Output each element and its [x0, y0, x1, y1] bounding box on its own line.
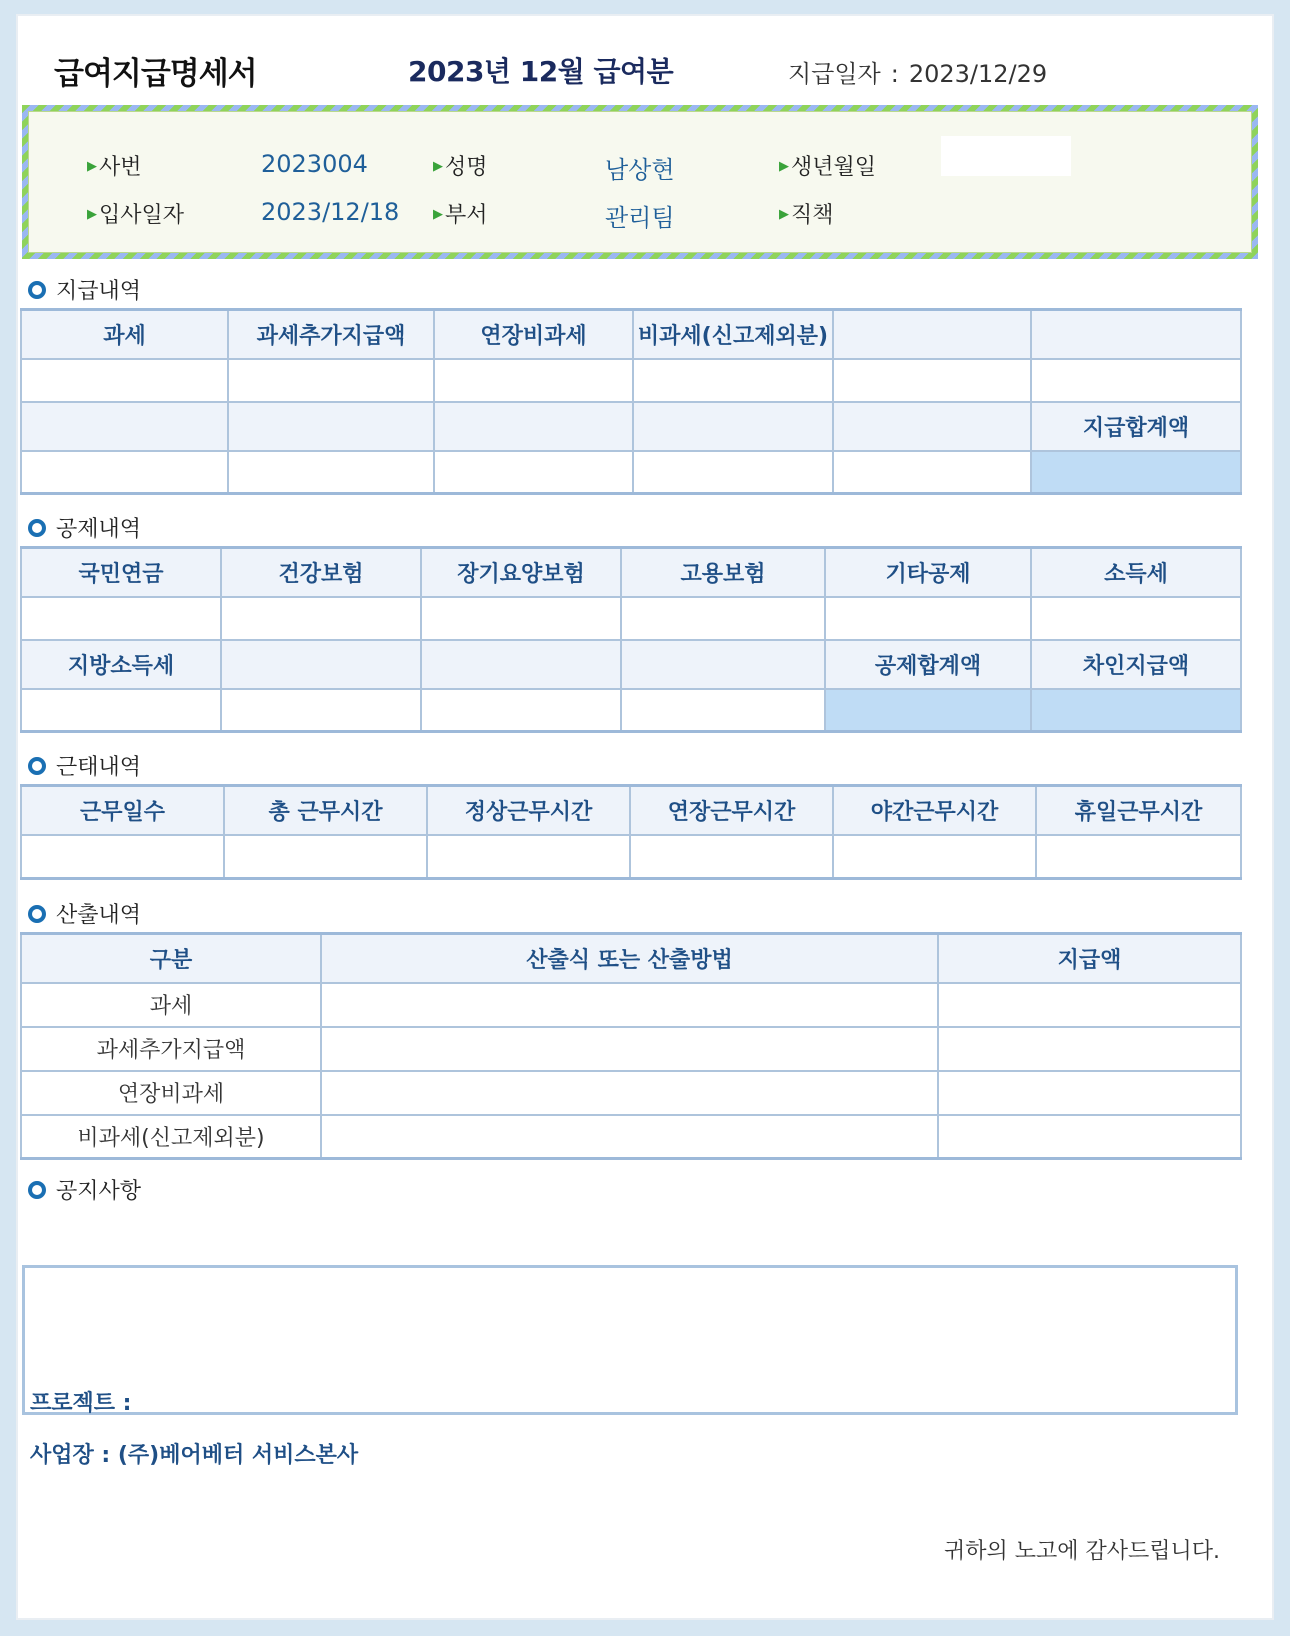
calculation-cell — [321, 1115, 938, 1159]
deduction-header — [221, 640, 421, 689]
section-calculation — [28, 898, 141, 929]
section-bullet-icon — [28, 757, 46, 775]
section-calculation-title: 산출내역 — [56, 903, 142, 928]
section-attendance-title: 근태내역 — [56, 755, 142, 780]
calculation-row-label: 연장비과세 — [21, 1071, 321, 1115]
attendance-header: 근무일수 — [21, 786, 224, 835]
deduction-header — [621, 640, 825, 689]
calculation-row-label: 과세 — [21, 983, 321, 1027]
attendance-cell — [21, 835, 224, 879]
dept-label-text: 부서 — [445, 203, 488, 228]
payment-cell — [228, 359, 434, 402]
pay-date — [788, 54, 1047, 89]
net-pay-value — [1031, 689, 1241, 732]
emp-no-label — [87, 150, 142, 181]
triangle-bullet-icon: ▶ — [87, 207, 97, 222]
dept-value: 관리팀 — [605, 204, 675, 232]
triangle-bullet-icon: ▶ — [433, 207, 443, 222]
name-value: 남상현 — [605, 156, 675, 184]
triangle-bullet-icon: ▶ — [87, 159, 97, 174]
section-notice — [28, 1174, 141, 1205]
hire-date-value: 2023/12/18 — [261, 198, 400, 226]
calculation-cell — [938, 1071, 1241, 1115]
payment-header — [633, 402, 833, 451]
pay-date-value: 2023/12/29 — [908, 60, 1048, 88]
calculation-table — [20, 932, 1242, 1160]
page-title: 급여지급명세서 — [54, 56, 257, 92]
deduction-cell — [421, 597, 621, 640]
calculation-cell — [321, 1071, 938, 1115]
dept-label — [433, 198, 488, 229]
payment-cell — [833, 359, 1031, 402]
deduction-cell — [825, 597, 1031, 640]
deduction-cell — [221, 689, 421, 732]
section-attendance — [28, 750, 141, 781]
calculation-cell — [321, 1027, 938, 1071]
name-label-text: 성명 — [445, 155, 488, 180]
deduction-header: 국민연금 — [21, 548, 221, 597]
pay-date-label: 지급일자 — [788, 60, 881, 88]
hire-label-text: 입사일자 — [99, 203, 185, 228]
net-pay-label: 차인지급액 — [1031, 640, 1241, 689]
payment-header — [833, 402, 1031, 451]
birth-label — [779, 150, 876, 181]
triangle-bullet-icon: ▶ — [433, 159, 443, 174]
birth-value-redacted — [941, 136, 1071, 176]
deduction-total-value — [825, 689, 1031, 732]
workplace-line: 사업장 : (주)베어베터 서비스본사 — [30, 1443, 359, 1468]
calculation-header: 구분 — [21, 934, 321, 983]
section-notice-title: 공지사항 — [56, 1179, 142, 1204]
section-payment-title: 지급내역 — [56, 279, 142, 304]
triangle-bullet-icon: ▶ — [779, 207, 789, 222]
calculation-cell — [321, 983, 938, 1027]
calculation-cell — [938, 1115, 1241, 1159]
payment-cell — [633, 359, 833, 402]
deduction-header: 소득세 — [1031, 548, 1241, 597]
section-bullet-icon — [28, 905, 46, 923]
employee-info-box — [22, 105, 1258, 259]
attendance-header: 휴일근무시간 — [1036, 786, 1241, 835]
payment-header — [228, 402, 434, 451]
notice-box — [22, 1265, 1238, 1415]
calculation-cell — [938, 983, 1241, 1027]
section-bullet-icon — [28, 1181, 46, 1199]
deduction-cell — [421, 689, 621, 732]
payment-header: 과세추가지급액 — [228, 310, 434, 359]
deduction-cell — [21, 597, 221, 640]
attendance-cell — [630, 835, 833, 879]
payment-cell — [21, 359, 228, 402]
payment-table — [20, 308, 1242, 495]
attendance-cell — [427, 835, 630, 879]
section-deduction — [28, 512, 141, 543]
triangle-bullet-icon: ▶ — [779, 159, 789, 174]
payment-header — [434, 402, 633, 451]
deduction-header: 건강보험 — [221, 548, 421, 597]
thanks-message: 귀하의 노고에 감사드립니다. — [943, 1539, 1220, 1564]
calculation-header: 지급액 — [938, 934, 1241, 983]
deduction-header — [421, 640, 621, 689]
payment-header — [1031, 310, 1241, 359]
position-label-text: 직책 — [791, 203, 834, 228]
payment-cell — [434, 359, 633, 402]
position-label — [779, 198, 834, 229]
payment-total-label: 지급합계액 — [1031, 402, 1241, 451]
pay-date-separator: : — [890, 60, 899, 88]
payment-header: 비과세(신고제외분) — [633, 310, 833, 359]
deduction-total-label: 공제합계액 — [825, 640, 1031, 689]
payment-cell — [633, 451, 833, 494]
birth-label-text: 생년월일 — [791, 155, 877, 180]
section-payment — [28, 274, 141, 305]
hire-label — [87, 198, 184, 229]
calculation-row-label: 과세추가지급액 — [21, 1027, 321, 1071]
deduction-header: 장기요양보험 — [421, 548, 621, 597]
deduction-cell — [621, 689, 825, 732]
employee-info-inner — [28, 111, 1252, 253]
payment-cell — [434, 451, 633, 494]
attendance-cell — [224, 835, 427, 879]
deduction-cell — [621, 597, 825, 640]
attendance-table — [20, 784, 1242, 880]
payslip-header — [18, 16, 1272, 116]
payment-cell — [21, 451, 228, 494]
payment-header — [833, 310, 1031, 359]
deduction-table — [20, 546, 1242, 733]
calculation-header: 산출식 또는 산출방법 — [321, 934, 938, 983]
attendance-header: 야간근무시간 — [833, 786, 1036, 835]
deduction-cell — [21, 689, 221, 732]
payment-header — [21, 402, 228, 451]
section-bullet-icon — [28, 281, 46, 299]
payment-cell — [833, 451, 1031, 494]
deduction-cell — [221, 597, 421, 640]
attendance-header: 정상근무시간 — [427, 786, 630, 835]
deduction-cell — [1031, 597, 1241, 640]
calculation-cell — [938, 1027, 1241, 1071]
payslip-sheet — [16, 14, 1274, 1620]
attendance-header: 연장근무시간 — [630, 786, 833, 835]
pay-period: 2023년 12월 급여분 — [408, 55, 674, 88]
payment-header: 연장비과세 — [434, 310, 633, 359]
deduction-header: 기타공제 — [825, 548, 1031, 597]
deduction-header: 지방소득세 — [21, 640, 221, 689]
payment-total-value — [1031, 451, 1241, 494]
section-deduction-title: 공제내역 — [56, 517, 142, 542]
attendance-cell — [1036, 835, 1241, 879]
name-label — [433, 150, 488, 181]
deduction-header: 고용보험 — [621, 548, 825, 597]
payment-cell — [1031, 359, 1241, 402]
attendance-cell — [833, 835, 1036, 879]
project-line: 프로젝트 : — [30, 1391, 132, 1416]
payment-cell — [228, 451, 434, 494]
emp-no-label-text: 사번 — [99, 155, 142, 180]
calculation-row-label: 비과세(신고제외분) — [21, 1115, 321, 1159]
payment-header: 과세 — [21, 310, 228, 359]
attendance-header: 총 근무시간 — [224, 786, 427, 835]
emp-no-value: 2023004 — [261, 150, 368, 178]
section-bullet-icon — [28, 519, 46, 537]
